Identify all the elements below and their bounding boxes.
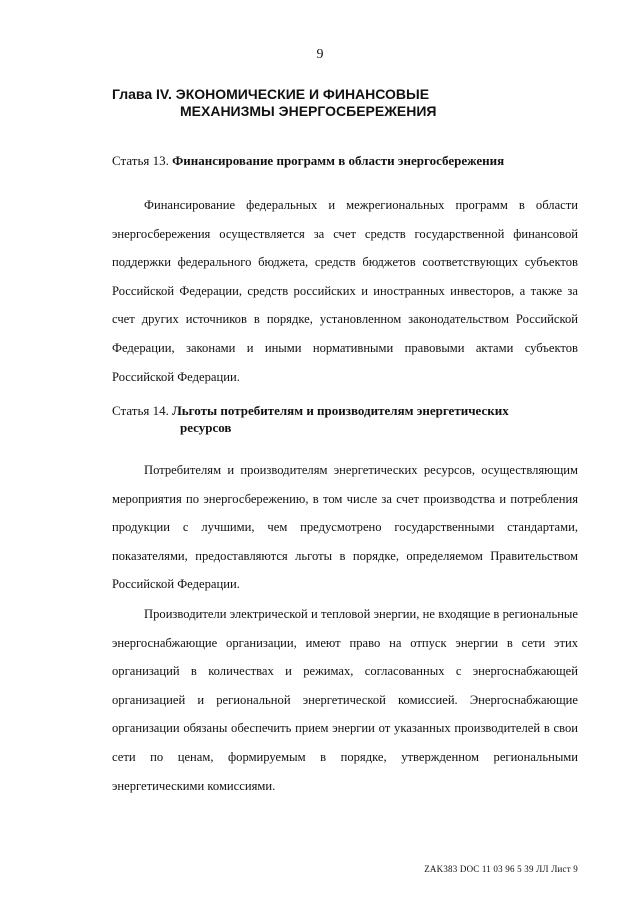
chapter-heading-line1: Глава IV. ЭКОНОМИЧЕСКИЕ И ФИНАНСОВЫЕ [112, 86, 430, 102]
article-14-heading [112, 402, 509, 436]
article-14-paragraph-2: Производители электрической и тепловой энергии, не входящие в региональные энергоснабжающие организации, имеют право на отпуск энергии в сети этих организаций в количествах и режимах, согласованных с энергоснабжающей организацией и региональной энергетической комиссией. Энергоснабжающие организации обязаны обеспечить прием энергии от указанных производителей в свои сети по ценам, формируемым в порядке, утвержденном региональными энергетическими комиссиями. [112, 607, 578, 793]
article-13-heading [112, 152, 504, 169]
article-13-label: Статья 13. [112, 153, 169, 168]
article-14-title-line2: ресурсов [180, 420, 232, 435]
article-13-paragraph: Финансирование федеральных и межрегиональных программ в области энергосбережения осуществляется за счет средств государственной финансовой поддержки федерального бюджета, средств бюджетов соответствующих субъектов Российской Федерации, средств российских и иностранных инвесторов, а также за счет других источников в порядке, установленном законодательством Российской Федерации, законами и иными нормативными правовыми актами субъектов Российской Федерации. [112, 198, 578, 384]
page-number: 9 [316, 47, 324, 62]
footer-document-code: ZAK383 DOC 11 03 96 5 39 ЛЛ Лист 9 [424, 864, 578, 874]
article-13-title: Финансирование программ в области энергосбережения [172, 153, 505, 168]
article-14-paragraph-1: Потребителям и производителям энергетических ресурсов, осуществляющим мероприятия по энергосбережению, в том числе за счет производства и потребления продукции с лучшими, чем предусмотрено государственными стандартами, показателями, предоставляются льготы в порядке, определяемом Правительством Российской Федерации. [112, 463, 578, 592]
article-14-title-line1: Льготы потребителям и производителям энергетических [172, 403, 509, 418]
chapter-heading-line2: МЕХАНИЗМЫ ЭНЕРГОСБЕРЕЖЕНИЯ [180, 103, 437, 119]
article-14-label: Статья 14. [112, 403, 169, 418]
chapter-heading [112, 86, 436, 120]
